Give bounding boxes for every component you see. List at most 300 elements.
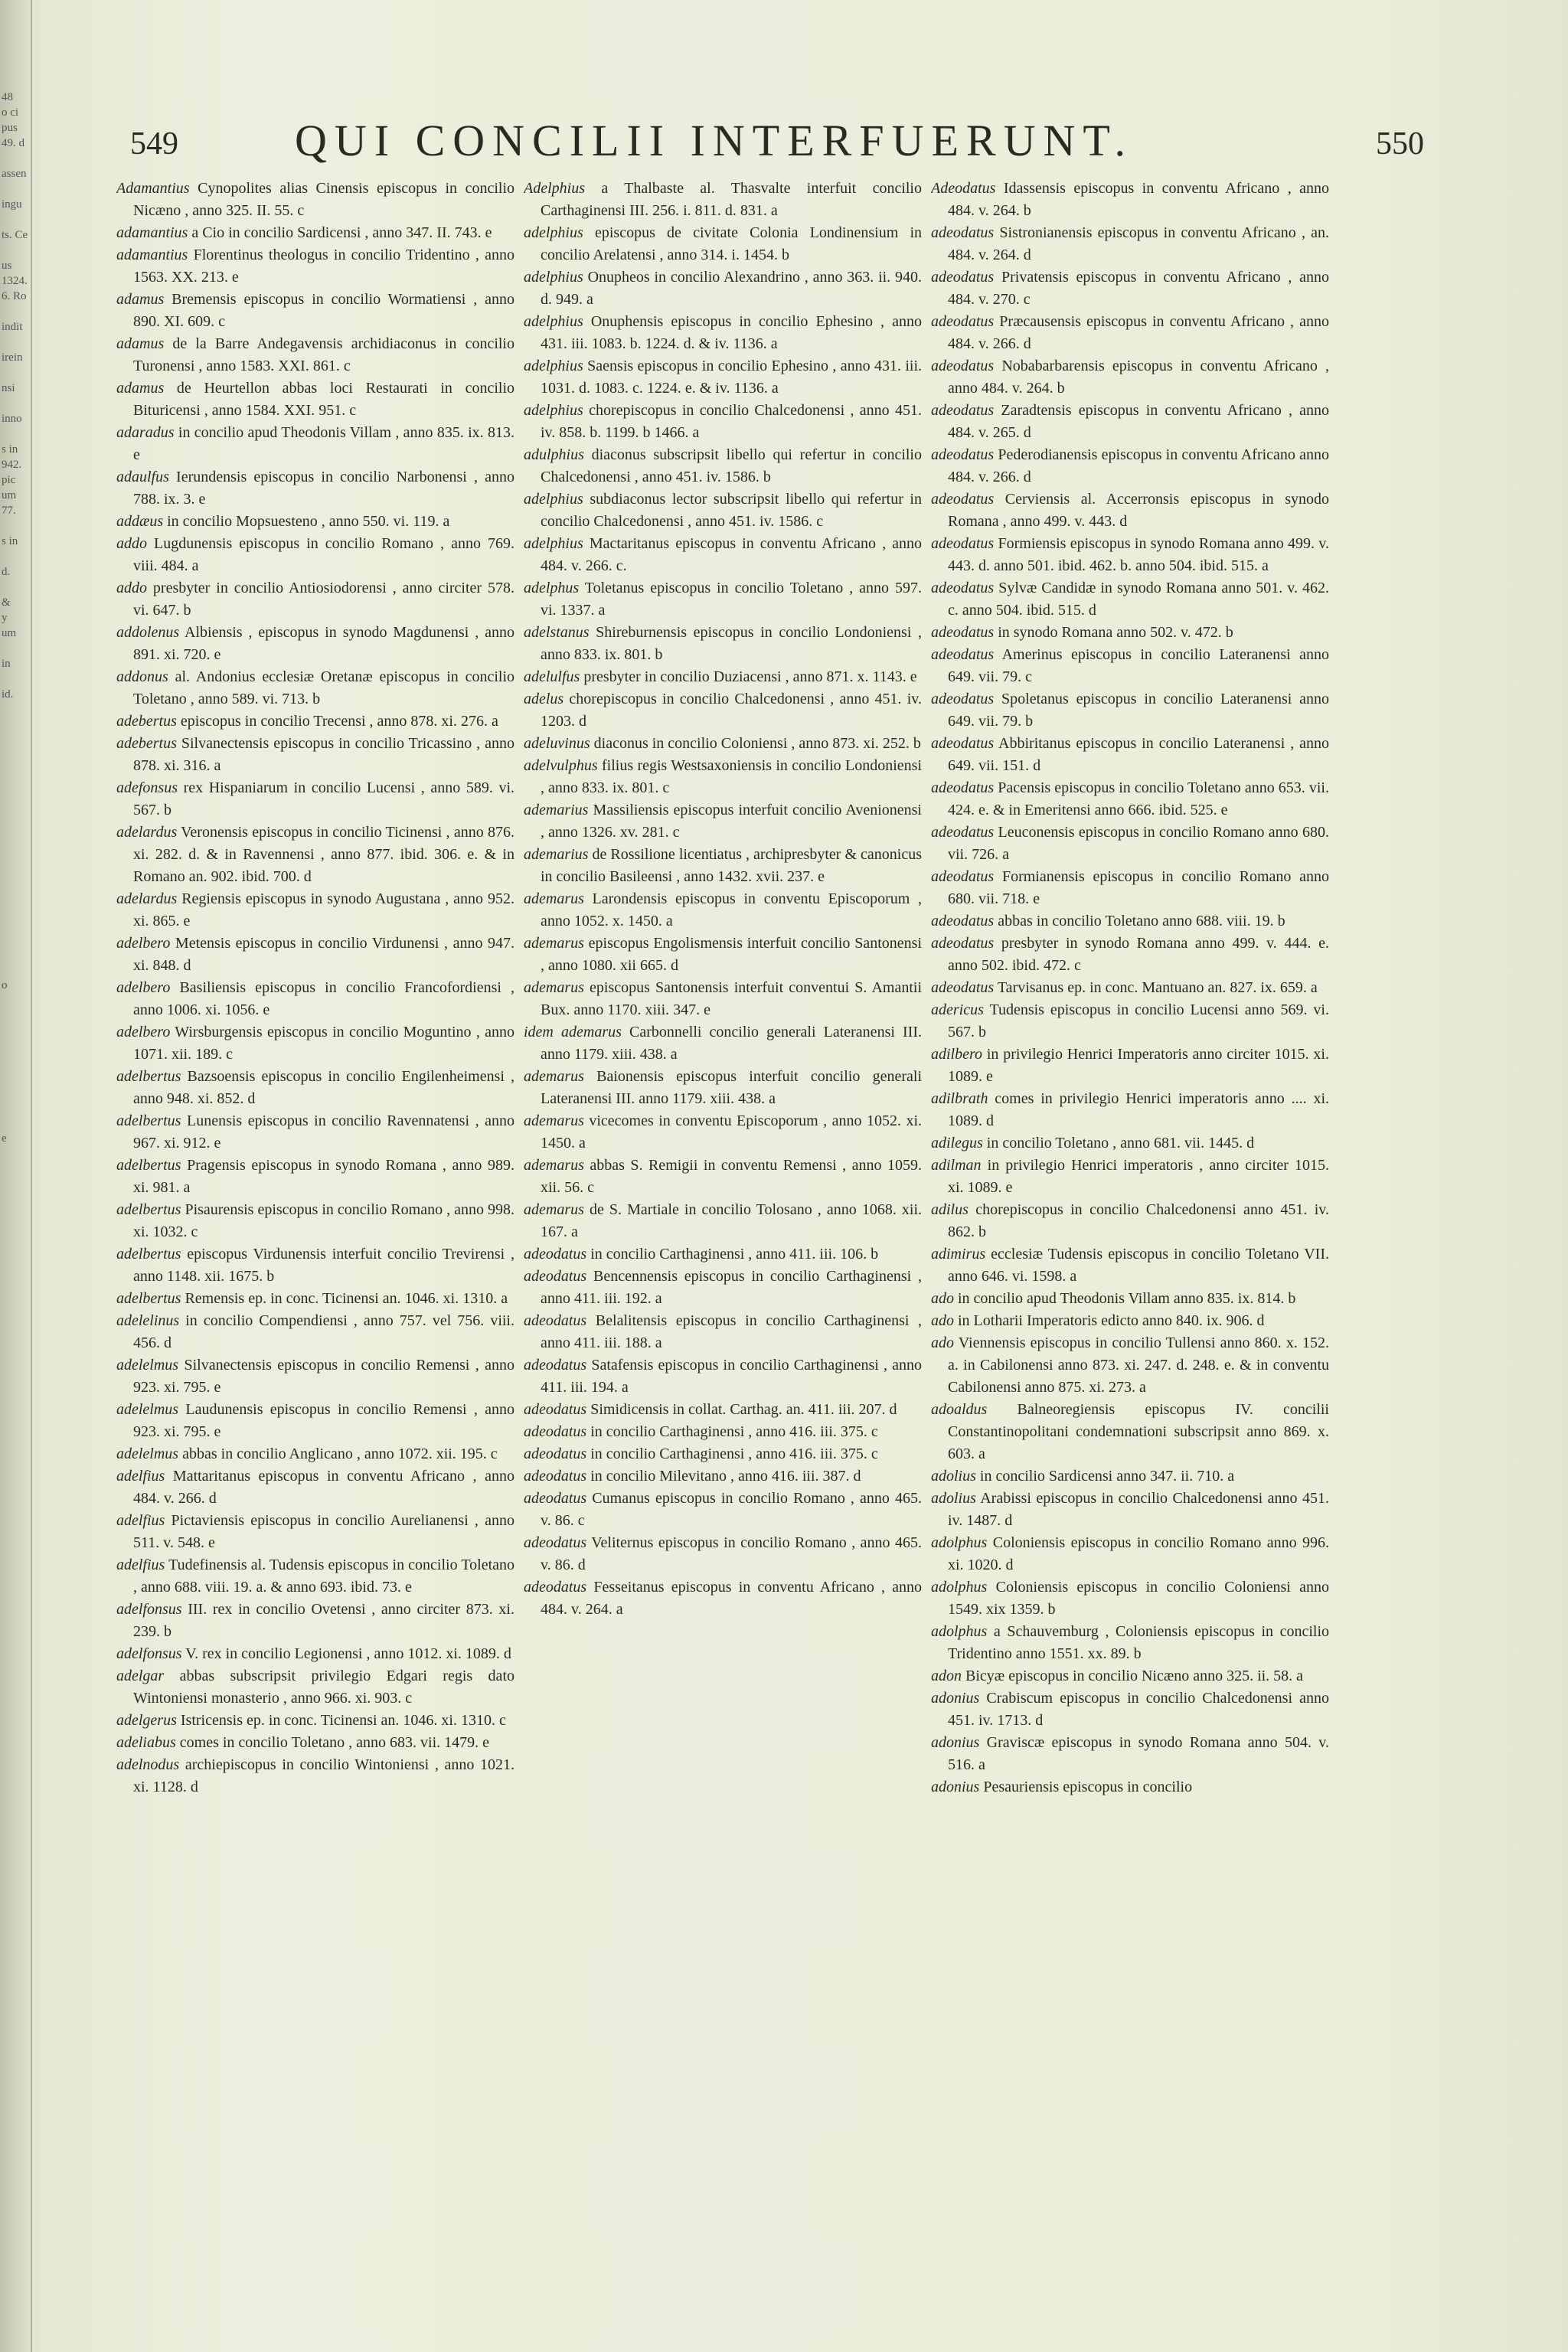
index-entry bbox=[931, 1465, 1329, 1488]
entry-text: vicecomes in conventu Episcoporum , anno 1052. xi. 1450. a bbox=[541, 1112, 922, 1152]
entry-text: Ierundensis episcopus in concilio Narbonensi , anno 788. ix. 3. e bbox=[133, 469, 514, 508]
margin-fragment bbox=[2, 1516, 29, 1531]
margin-fragment bbox=[2, 949, 29, 965]
margin-fragment: indit bbox=[2, 322, 23, 333]
margin-fragment: y bbox=[2, 612, 8, 624]
margin-fragment bbox=[2, 184, 29, 199]
margin-fragment bbox=[2, 1991, 29, 2006]
entry-text: Pictaviensis episcopus in concilio Aurelianensi , anno 511. v. 548. e bbox=[133, 1512, 514, 1551]
entry-headword: adelfonsus bbox=[116, 1601, 182, 1618]
entry-text: Formianensis episcopus in concilio Romano anno 680. vii. 718. e bbox=[948, 868, 1329, 907]
margin-fragment: 77. bbox=[2, 505, 16, 517]
index-entry bbox=[116, 622, 514, 666]
entry-text: de Rossilione licentiatus , archipresbyter & canonicus in concilio Basileensi , anno 1432. xvii. 237. e bbox=[541, 846, 922, 885]
entry-text: Leuconensis episcopus in concilio Romano anno 680. vii. 726. a bbox=[948, 824, 1329, 863]
entry-headword: adolphus bbox=[931, 1534, 988, 1551]
entry-text: Coloniensis episcopus in concilio Romano anno 996. xi. 1020. d bbox=[948, 1534, 1329, 1573]
index-entry bbox=[931, 311, 1329, 355]
entry-headword: adaulfus bbox=[116, 469, 169, 485]
margin-fragment bbox=[2, 1026, 29, 1041]
entry-text: in concilio apud Theodonis Villam anno 835. ix. 814. b bbox=[954, 1290, 1296, 1307]
margin-fragment bbox=[2, 1822, 29, 1838]
entry-headword: adelbertus bbox=[116, 1246, 181, 1263]
entry-text: rex Hispaniarum in concilio Lucensi , anno 589. vi. 567. b bbox=[133, 779, 514, 818]
margin-fragment bbox=[2, 750, 29, 766]
margin-fragment bbox=[2, 1225, 29, 1240]
entry-headword: adimirus bbox=[931, 1246, 986, 1263]
index-entry bbox=[524, 1110, 922, 1155]
entry-headword: adebertus bbox=[116, 735, 177, 752]
margin-fragment bbox=[2, 1807, 29, 1822]
entry-headword: adamus bbox=[116, 380, 165, 397]
entry-text: presbyter in synodo Romana anno 499. v. 444. e. anno 502. ibid. 472. c bbox=[948, 935, 1329, 974]
margin-fragment bbox=[2, 1256, 29, 1271]
margin-fragment bbox=[2, 812, 29, 827]
entry-headword: ademarus bbox=[524, 890, 584, 907]
index-entry bbox=[931, 1687, 1329, 1732]
index-entry bbox=[116, 1443, 514, 1465]
entry-text: Nobabarbarensis episcopus in conventu Africano , anno 484. v. 264. b bbox=[948, 358, 1329, 397]
margin-fragment bbox=[2, 1057, 29, 1072]
index-entry bbox=[116, 289, 514, 333]
margin-fragment: um bbox=[2, 628, 17, 639]
entry-text: Fesseitanus episcopus in conventu Africano , anno 484. v. 264. a bbox=[541, 1579, 922, 1618]
page-number-right: 550 bbox=[1376, 126, 1424, 162]
margin-fragment bbox=[2, 1348, 29, 1363]
margin-fragment: s in bbox=[2, 536, 18, 547]
entry-text: in concilio Carthaginensi , anno 416. iii. 375. c bbox=[586, 1423, 878, 1440]
margin-fragment bbox=[2, 368, 29, 383]
margin-fragment bbox=[2, 995, 29, 1011]
margin-fragment bbox=[2, 1317, 29, 1332]
entry-headword: adelphus bbox=[524, 580, 580, 596]
index-entry bbox=[116, 888, 514, 933]
entry-text: chorepiscopus in concilio Chalcedonensi anno 451. iv. 862. b bbox=[948, 1201, 1329, 1240]
margin-fragment bbox=[2, 1332, 29, 1348]
entry-headword: adeodatus bbox=[524, 1401, 587, 1418]
index-entry bbox=[116, 577, 514, 622]
entry-text: Silvanectensis episcopus in concilio Tricassino , anno 878. xi. 316. a bbox=[133, 735, 514, 774]
index-entry bbox=[116, 1199, 514, 1243]
entry-headword: adilbero bbox=[931, 1046, 983, 1063]
entry-text: Saensis episcopus in concilio Ephesino , anno 431. iii. 1031. d. 1083. c. 1224. e. & iv. 1136. a bbox=[541, 358, 922, 397]
entry-headword: ademarus bbox=[524, 1112, 584, 1129]
entry-text: in privilegio Henrici imperatoris , anno circiter 1015. xi. 1089. e bbox=[948, 1157, 1329, 1196]
margin-fragment bbox=[2, 1792, 29, 1807]
entry-text: Pederodianensis episcopus in conventu Africano anno 484. v. 266. d bbox=[948, 446, 1329, 485]
entry-headword: adilus bbox=[931, 1201, 969, 1218]
entry-headword: ademarus bbox=[524, 1201, 584, 1218]
entry-headword: adefonsus bbox=[116, 779, 178, 796]
entry-headword: adelfius bbox=[116, 1512, 165, 1529]
margin-fragment bbox=[2, 1684, 29, 1700]
entry-headword: adilegus bbox=[931, 1135, 983, 1152]
index-entry bbox=[116, 1155, 514, 1199]
margin-fragment: 49. d bbox=[2, 138, 24, 149]
index-entry bbox=[931, 644, 1329, 688]
entry-text: comes in privilegio Henrici imperatoris anno .... xi. 1089. d bbox=[948, 1090, 1329, 1129]
index-entry bbox=[116, 1732, 514, 1754]
index-entry bbox=[931, 777, 1329, 822]
entry-headword: adelphius bbox=[524, 313, 583, 330]
index-entry bbox=[116, 1399, 514, 1443]
entry-text: Præcausensis episcopus in conventu Africano , anno 484. v. 266. d bbox=[948, 313, 1329, 352]
margin-fragment: um bbox=[2, 490, 17, 501]
margin-fragment bbox=[2, 1715, 29, 1730]
entry-text: episcopus de civitate Colonia Londinensium in concilio Arelatensi , anno 314. i. 1454. b bbox=[541, 224, 922, 263]
entry-headword: adeodatus bbox=[931, 446, 995, 463]
entry-text: ecclesiæ Tudensis episcopus in concilio Toletano VII. anno 646. vi. 1598. a bbox=[948, 1246, 1329, 1285]
entry-headword: adeodatus bbox=[931, 491, 995, 508]
entry-headword: ademarius bbox=[524, 846, 589, 863]
entry-text: Massiliensis episcopus interfuit concilio Avenionensi , anno 1326. xv. 281. c bbox=[541, 802, 922, 841]
entry-headword: adamus bbox=[116, 291, 165, 308]
entry-headword: adeliabus bbox=[116, 1734, 176, 1751]
entry-headword: Adeodatus bbox=[931, 180, 996, 197]
index-entry bbox=[931, 577, 1329, 622]
index-entry bbox=[931, 1732, 1329, 1776]
entry-headword: adilbrath bbox=[931, 1090, 988, 1107]
entry-headword: adamus bbox=[116, 335, 165, 352]
entry-headword: adeodatus bbox=[931, 358, 995, 374]
index-entry bbox=[524, 400, 922, 444]
entry-text: diaconus in concilio Coloniensi , anno 873. xi. 252. b bbox=[590, 735, 921, 752]
index-entry bbox=[116, 466, 514, 511]
page-header bbox=[130, 115, 1424, 168]
index-entry bbox=[116, 1665, 514, 1710]
entry-headword: adelbero bbox=[116, 979, 171, 996]
index-entry bbox=[524, 1021, 922, 1066]
entry-text: in concilio Mopsuesteno , anno 550. vi. 119. a bbox=[163, 513, 450, 530]
index-entry bbox=[524, 1576, 922, 1621]
entry-text: Coloniensis episcopus in concilio Coloniensi anno 1549. xix 1359. b bbox=[948, 1579, 1329, 1618]
margin-fragment bbox=[2, 1838, 29, 1853]
index-entry bbox=[931, 400, 1329, 444]
index-entry bbox=[524, 755, 922, 799]
index-columns bbox=[116, 178, 1329, 2199]
margin-fragment bbox=[2, 1975, 29, 1991]
margin-fragment bbox=[2, 582, 29, 597]
index-entry bbox=[116, 1643, 514, 1665]
entry-text: Baionensis episcopus interfuit concilio generali Lateranensi III. anno 1179. xiii. 438. a bbox=[541, 1068, 922, 1107]
entry-text: Bicyæ episcopus in concilio Nicæno anno 325. ii. 58. a bbox=[962, 1668, 1304, 1684]
entry-headword: adelphius bbox=[524, 535, 583, 552]
entry-text: al. Andonius ecclesiæ Oretanæ episcopus in concilio Toletano , anno 589. vi. 713. b bbox=[133, 668, 514, 707]
entry-text: Silvanectensis episcopus in concilio Remensi , anno 923. xi. 795. e bbox=[133, 1357, 514, 1396]
margin-fragment bbox=[2, 1393, 29, 1409]
index-entry bbox=[524, 577, 922, 622]
entry-text: Veronensis episcopus in concilio Ticinensi , anno 876. xi. 282. d. & in Ravennensi , anno 877. ibid. 306. e. & in Romano an. 902. ibid. 700. d bbox=[133, 824, 514, 885]
index-entry bbox=[931, 733, 1329, 777]
entry-headword: adeodatus bbox=[524, 1246, 587, 1263]
margin-fragment bbox=[2, 1883, 29, 1899]
entry-headword: adeodatus bbox=[931, 868, 995, 885]
index-entry bbox=[931, 1399, 1329, 1465]
index-entry bbox=[524, 844, 922, 888]
entry-headword: adeodatus bbox=[931, 313, 995, 330]
entry-headword: adericus bbox=[931, 1001, 984, 1018]
margin-fragment: assen bbox=[2, 168, 27, 180]
margin-fragment bbox=[2, 720, 29, 735]
margin-fragment bbox=[2, 1102, 29, 1118]
entry-headword: adeodatus bbox=[524, 1490, 587, 1507]
index-entry bbox=[116, 1021, 514, 1066]
index-entry bbox=[524, 666, 922, 688]
index-entry bbox=[524, 1199, 922, 1243]
index-entry bbox=[931, 178, 1329, 222]
entry-text: abbas in concilio Anglicano , anno 1072. xii. 195. c bbox=[178, 1446, 498, 1462]
entry-text: abbas in concilio Toletano anno 688. viii. 19. b bbox=[994, 913, 1285, 929]
margin-fragment bbox=[2, 245, 29, 260]
entry-headword: ademarus bbox=[524, 1157, 584, 1174]
index-column-2 bbox=[524, 178, 922, 2199]
index-column-3 bbox=[931, 178, 1329, 2199]
margin-fragment: e bbox=[2, 1133, 7, 1145]
entry-text: comes in concilio Toletano , anno 683. vii. 1479. e bbox=[175, 1734, 490, 1751]
entry-text: Viennensis episcopus in concilio Tullensi anno 860. x. 152. a. in Cabilonensi anno 873. xi. 247. d. 248. e. & in conventu Cabilonensi anno 875. xi. 273. a bbox=[948, 1334, 1329, 1396]
entry-headword: addo bbox=[116, 580, 147, 596]
entry-headword: adelardus bbox=[116, 824, 178, 841]
entry-headword: adeodatus bbox=[931, 779, 995, 796]
entry-text: Mattaritanus episcopus in conventu Africano , anno 484. v. 266. d bbox=[133, 1468, 514, 1507]
margin-fragment bbox=[2, 674, 29, 689]
index-entry bbox=[524, 1266, 922, 1310]
entry-text: Belalitensis episcopus in concilio Carthaginensi , anno 411. iii. 188. a bbox=[541, 1312, 922, 1351]
entry-headword: addo bbox=[116, 535, 147, 552]
margin-fragment bbox=[2, 934, 29, 949]
entry-headword: adelgerus bbox=[116, 1712, 177, 1729]
margin-fragment: & bbox=[2, 597, 11, 609]
index-entry bbox=[116, 533, 514, 577]
margin-fragment bbox=[2, 1746, 29, 1761]
index-entry bbox=[931, 999, 1329, 1044]
margin-fragment bbox=[2, 1210, 29, 1225]
entry-headword: adeodatus bbox=[931, 935, 995, 952]
entry-text: Tudensis episcopus in concilio Lucensi anno 569. vi. 567. b bbox=[948, 1001, 1329, 1040]
index-entry bbox=[931, 1576, 1329, 1621]
index-column-1 bbox=[116, 178, 514, 2199]
entry-headword: adelbertus bbox=[116, 1290, 181, 1307]
index-entry bbox=[116, 710, 514, 733]
entry-text: Privatensis episcopus in conventu Africano , anno 484. v. 270. c bbox=[948, 269, 1329, 308]
margin-fragment bbox=[2, 2006, 29, 2021]
entry-headword: adeodatus bbox=[931, 735, 995, 752]
entry-text: Satafensis episcopus in concilio Carthaginensi , anno 411. iii. 194. a bbox=[541, 1357, 922, 1396]
entry-headword: adeodatus bbox=[931, 402, 995, 419]
index-entry bbox=[931, 688, 1329, 733]
margin-fragment bbox=[2, 1501, 29, 1516]
margin-fragment bbox=[2, 1271, 29, 1286]
entry-headword: adelbertus bbox=[116, 1112, 181, 1129]
entry-text: episcopus in concilio Trecensi , anno 878. xi. 276. a bbox=[176, 713, 498, 730]
margin-fragment bbox=[2, 1087, 29, 1102]
margin-fragment bbox=[2, 1623, 29, 1638]
index-entry bbox=[116, 222, 514, 244]
entry-text: Mactaritanus episcopus in conventu Africano , anno 484. v. 266. c. bbox=[541, 535, 922, 574]
running-title: QUI CONCILII INTERFUERUNT. bbox=[295, 116, 1133, 165]
margin-fragment bbox=[2, 1960, 29, 1975]
entry-headword: addæus bbox=[116, 513, 164, 530]
margin-fragment bbox=[2, 398, 29, 413]
entry-headword: adulphius bbox=[524, 446, 584, 463]
entry-headword: adelfius bbox=[116, 1557, 165, 1573]
entry-headword: adeodatus bbox=[931, 535, 995, 552]
margin-fragment bbox=[2, 1700, 29, 1715]
entry-text: Pisaurensis episcopus in concilio Romano , anno 998. xi. 1032. c bbox=[133, 1201, 514, 1240]
margin-fragment bbox=[2, 903, 29, 919]
margin-fragment bbox=[2, 781, 29, 796]
margin-fragment bbox=[2, 337, 29, 352]
margin-fragment bbox=[2, 888, 29, 903]
entry-headword: adeodatus bbox=[524, 1534, 587, 1551]
entry-text: chorepiscopus in concilio Chalcedonensi , anno 451. iv. 1203. d bbox=[541, 691, 922, 730]
entry-headword: adolius bbox=[931, 1490, 976, 1507]
entry-text: in synodo Romana anno 502. v. 472. b bbox=[994, 624, 1233, 641]
margin-fragment bbox=[2, 1868, 29, 1883]
index-entry bbox=[931, 977, 1329, 999]
margin-fragment bbox=[2, 1363, 29, 1378]
margin-fragment bbox=[2, 1378, 29, 1393]
margin-fragment bbox=[2, 1547, 29, 1562]
margin-fragment bbox=[2, 873, 29, 888]
entry-headword: adelphius bbox=[524, 224, 583, 241]
index-entry bbox=[931, 1532, 1329, 1576]
margin-fragment bbox=[2, 1654, 29, 1669]
entry-text: Tudefinensis al. Tudensis episcopus in concilio Toletano , anno 688. viii. 19. a. & anno 693. ibid. 73. e bbox=[133, 1557, 514, 1596]
entry-text: Albiensis , episcopus in synodo Magdunensi , anno 891. xi. 720. e bbox=[133, 624, 514, 663]
entry-text: Toletanus episcopus in concilio Toletano , anno 597. vi. 1337. a bbox=[541, 580, 922, 619]
entry-headword: adelstanus bbox=[524, 624, 590, 641]
margin-fragment bbox=[2, 1899, 29, 1914]
entry-text: Metensis episcopus in concilio Virdunensi , anno 947. xi. 848. d bbox=[133, 935, 514, 974]
entry-text: Onupheos in concilio Alexandrino , anno 363. ii. 940. d. 949. a bbox=[541, 269, 922, 308]
index-entry bbox=[524, 1399, 922, 1421]
entry-text: Carbonnelli concilio generali Lateranensi III. anno 1179. xiii. 438. a bbox=[541, 1024, 922, 1063]
entry-text: in concilio Carthaginensi , anno 416. iii. 375. c bbox=[586, 1446, 878, 1462]
margin-fragment: nsi bbox=[2, 383, 15, 394]
margin-fragment bbox=[2, 858, 29, 873]
margin-fragment bbox=[2, 1914, 29, 1929]
index-entry bbox=[524, 1488, 922, 1532]
entry-text: Cerviensis al. Accerronsis episcopus in synodo Romana , anno 499. v. 443. d bbox=[948, 491, 1329, 530]
entry-headword: adoaldus bbox=[931, 1401, 988, 1418]
margin-fragment bbox=[2, 1761, 29, 1776]
margin-fragment: inno bbox=[2, 413, 22, 425]
entry-text: Istricensis ep. in conc. Ticinensi an. 1046. xi. 1310. c bbox=[176, 1712, 506, 1729]
margin-fragment bbox=[2, 2021, 29, 2037]
entry-headword: adelbero bbox=[116, 935, 171, 952]
entry-headword: adeodatus bbox=[931, 646, 995, 663]
margin-fragment: o bbox=[2, 980, 8, 991]
entry-text: Spoletanus episcopus in concilio Lateranensi anno 649. vii. 79. b bbox=[948, 691, 1329, 730]
index-entry bbox=[116, 1066, 514, 1110]
entry-text: in concilio Compendiensi , anno 757. vel 756. viii. 456. d bbox=[133, 1312, 514, 1351]
index-entry bbox=[524, 266, 922, 311]
index-entry bbox=[116, 822, 514, 888]
entry-text: Remensis ep. in conc. Ticinensi an. 1046. xi. 1310. a bbox=[181, 1290, 508, 1307]
entry-text: archiepiscopus in concilio Wintoniensi , anno 1021. xi. 1128. d bbox=[133, 1756, 514, 1795]
entry-text: episcopus Santonensis interfuit conventui S. Amantii Bux. anno 1170. xiii. 347. e bbox=[541, 979, 922, 1018]
margin-fragment bbox=[2, 796, 29, 812]
entry-text: episcopus Virdunensis interfuit concilio Trevirensi , anno 1148. xii. 1675. b bbox=[133, 1246, 514, 1285]
margin-fragment: pus bbox=[2, 122, 18, 134]
margin-fragment: 942. bbox=[2, 459, 22, 471]
entry-headword: adelus bbox=[524, 691, 564, 707]
entry-text: Sistronianensis episcopus in conventu Africano , an. 484. v. 264. d bbox=[948, 224, 1329, 263]
entry-text: presbyter in concilio Duziacensi , anno 871. x. 1143. e bbox=[580, 668, 917, 685]
index-entry bbox=[931, 1665, 1329, 1687]
entry-text: Bremensis episcopus in concilio Wormatiensi , anno 890. XI. 609. c bbox=[133, 291, 514, 330]
index-entry bbox=[116, 377, 514, 422]
entry-text: V. rex in concilio Legionensi , anno 1012. xi. 1089. d bbox=[181, 1645, 511, 1662]
margin-fragment: id. bbox=[2, 689, 14, 701]
entry-text: filius regis Westsaxoniensis in concilio Londoniensi , anno 833. ix. 801. c bbox=[541, 757, 922, 796]
entry-headword: adelelmus bbox=[116, 1446, 179, 1462]
entry-headword: adeodatus bbox=[524, 1468, 587, 1485]
margin-fragment bbox=[2, 1240, 29, 1256]
index-entry bbox=[931, 1288, 1329, 1310]
index-entry bbox=[931, 355, 1329, 400]
entry-text: subdiaconus lector subscripsit libello qui refertur in concilio Chalcedonensi , anno 451. iv. 1586. c bbox=[541, 491, 922, 530]
entry-text: Cumanus episcopus in concilio Romano , anno 465. v. 86. c bbox=[541, 1490, 922, 1529]
entry-headword: ademarus bbox=[524, 979, 584, 996]
entry-text: in concilio Carthaginensi , anno 411. iii. 106. b bbox=[586, 1246, 879, 1263]
entry-text: Shireburnensis episcopus in concilio Londoniensi , anno 833. ix. 801. b bbox=[541, 624, 922, 663]
entry-headword: adeodatus bbox=[524, 1312, 587, 1329]
margin-fragment bbox=[2, 2037, 29, 2052]
entry-headword: adolius bbox=[931, 1468, 976, 1485]
index-entry bbox=[116, 1710, 514, 1732]
margin-fragment: pic bbox=[2, 475, 16, 486]
entry-headword: adelphius bbox=[524, 491, 583, 508]
entry-text: de S. Martiale in concilio Tolosano , anno 1068. xii. 167. a bbox=[541, 1201, 922, 1240]
entry-headword: Adelphius bbox=[524, 180, 585, 197]
entry-text: Pesauriensis episcopus in concilio bbox=[979, 1779, 1193, 1795]
margin-fragment bbox=[2, 1424, 29, 1439]
previous-page-edge bbox=[0, 0, 32, 2352]
entry-text: Abbiritanus episcopus in concilio Lateranensi , anno 649. vii. 151. d bbox=[948, 735, 1329, 774]
entry-text: Lunensis episcopus in concilio Ravennatensi , anno 967. xi. 912. e bbox=[133, 1112, 514, 1152]
entry-headword: adeodatus bbox=[931, 913, 995, 929]
margin-fragment bbox=[2, 1148, 29, 1164]
index-entry bbox=[524, 311, 922, 355]
entry-text: Graviscæ episcopus in synodo Romana anno 504. v. 516. a bbox=[948, 1734, 1329, 1773]
margin-fragment: us bbox=[2, 260, 12, 272]
entry-headword: adelfius bbox=[116, 1468, 165, 1485]
entry-headword: adeodatus bbox=[524, 1579, 587, 1596]
index-entry bbox=[931, 866, 1329, 910]
entry-text: Bazsoensis episcopus in concilio Engilenheimensi , anno 948. xi. 852. d bbox=[133, 1068, 514, 1107]
margin-fragment bbox=[2, 1118, 29, 1133]
index-entry bbox=[524, 488, 922, 533]
index-entry bbox=[524, 1066, 922, 1110]
entry-text: a Cio in concilio Sardicensi , anno 347. II. 743. e bbox=[188, 224, 492, 241]
entry-headword: adaradus bbox=[116, 424, 175, 441]
entry-text: Basiliensis episcopus in concilio Francofordiensi , anno 1006. xi. 1056. e bbox=[133, 979, 514, 1018]
index-entry bbox=[931, 933, 1329, 977]
margin-fragment bbox=[2, 1577, 29, 1592]
index-entry bbox=[116, 1310, 514, 1354]
margin-fragment bbox=[2, 643, 29, 658]
margin-fragment bbox=[2, 919, 29, 934]
entry-headword: ademarius bbox=[524, 802, 589, 818]
entry-headword: ado bbox=[931, 1334, 954, 1351]
index-entry bbox=[524, 1443, 922, 1465]
index-entry bbox=[931, 488, 1329, 533]
entry-headword: adeodatus bbox=[931, 624, 995, 641]
entry-headword: adelphius bbox=[524, 402, 583, 419]
index-entry bbox=[931, 1155, 1329, 1199]
